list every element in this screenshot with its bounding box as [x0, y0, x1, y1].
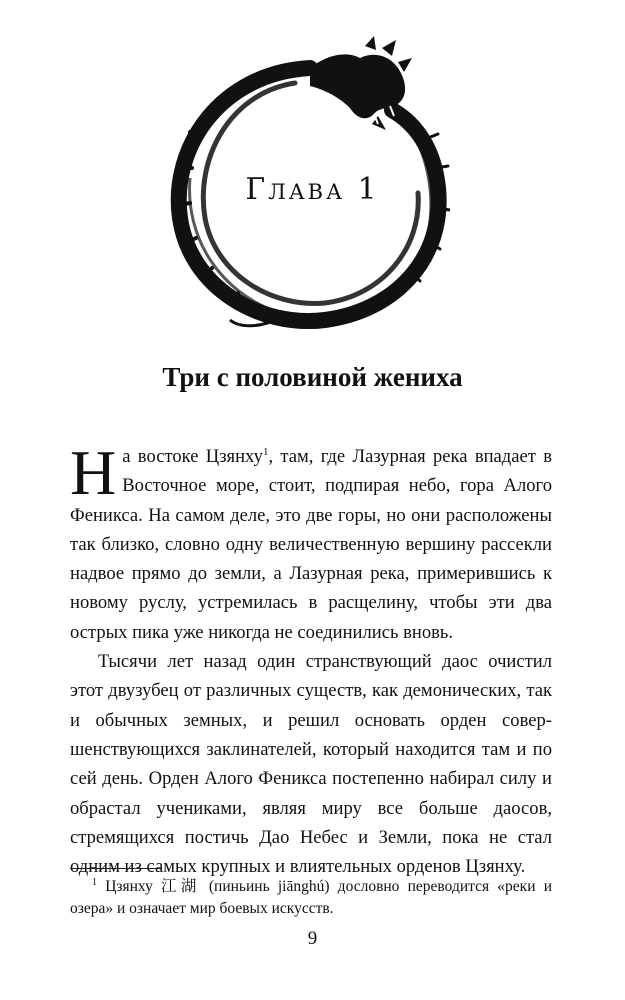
footnote [70, 876, 552, 920]
paragraph-1-start: а востоке Цзянху [122, 446, 263, 467]
footnote-divider [70, 868, 162, 869]
paragraph-1 [70, 437, 552, 647]
footnote-text: Цзянху 江湖 (пиньинь jiānghú) дословно переводится «реки и озера» и означает мир боевых искусств. [70, 878, 552, 917]
chapter-label: Глава 1 [245, 172, 380, 207]
page-number: 9 [307, 928, 318, 949]
body-text [70, 437, 552, 881]
drop-cap: Н [70, 437, 117, 508]
paragraph-1-rest: , там, где Лазурная река впадает в Восточное море, стоит, подпирая небо, гора Алого Феникса. На самом деле, это две горы, но они расположены так близко, словно одну величественную вершину рассекли надвое прямо до земли, а Лазурная река, примерившись к новому руслу, устремилась в расщелину, чтобы эти два острых пика уже никогда не соединились вновь. [70, 446, 552, 643]
chapter-title: Три с половиной жениха [162, 362, 463, 392]
paragraph-2: Тысячи лет назад один странствующий даос очистил этот двузубец от различных существ, как демонических, так и обычных земных, и решил основать орден совершенствующихся заклинателей, который находится там и по сей день. Орден Алого Феникса постепенно набирал силу и обрастал учениками, являя миру все больше даосов, стремящихся постичь Дао Небес и Земли, пока не стал одним из самых крупных и влиятельных орденов Цзянху. [70, 651, 552, 878]
footnote-reference: 1 [262, 445, 269, 458]
footnote-mark: 1 [92, 876, 97, 888]
